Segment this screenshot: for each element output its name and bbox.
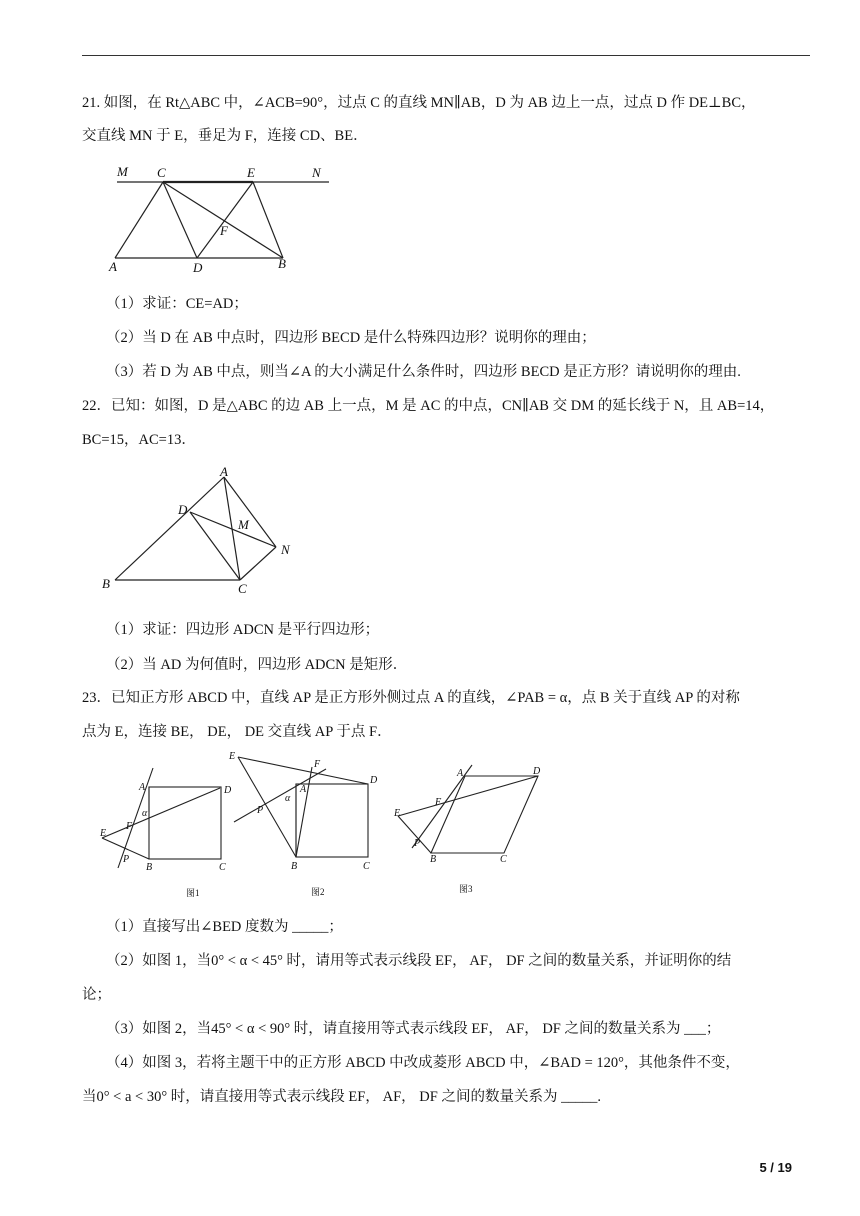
q23-f2-label-f: F xyxy=(314,759,321,770)
q22-stem-line1: 22．已知：如图，D 是△ABC 的边 AB 上一点，M 是 AC 的中点，CN∥AB 交 DM 的延长线于 N，且 AB=14， xyxy=(82,398,775,414)
q23-f1-label-c: C xyxy=(219,862,226,873)
q23-f3-label-a: A xyxy=(457,768,464,779)
q21-label-d: D xyxy=(193,260,203,275)
q23-part2-line1: （2）如图 1，当0° < α < 45° 时，请用等式表示线段 EF， AF， DF 之间的数量关系，并证明你的结 xyxy=(106,953,732,969)
q21-label-m: M xyxy=(117,164,128,179)
header-rule xyxy=(82,55,810,56)
q23-caption-1: 图1 xyxy=(186,888,200,898)
q23-f1-label-d: D xyxy=(224,785,232,796)
q23-part4-line2: 当0° < a < 30° 时，请直接用等式表示线段 EF， AF， DF 之间的数量关系为 _____. xyxy=(82,1089,601,1105)
q23-figure-2 xyxy=(226,747,376,905)
q21-label-e: E xyxy=(247,165,255,180)
q22-label-m: M xyxy=(238,517,249,532)
q23-stem-line1: 23．已知正方形 ABCD 中，直线 AP 是正方形外侧过点 A 的直线，∠PAB = α，点 B 关于直线 AP 的对称 xyxy=(82,690,740,706)
q23-caption-2: 图2 xyxy=(311,887,325,897)
q23-figure-1 xyxy=(96,750,236,905)
q23-f3-label-p: P xyxy=(414,838,421,849)
q23-part2-line2: 论； xyxy=(82,987,111,1003)
q22-label-n: N xyxy=(281,542,290,557)
q23-f3-label-b: B xyxy=(430,854,437,865)
q21-label-c: C xyxy=(157,165,166,180)
q23-f1-label-b: B xyxy=(146,862,153,873)
q23-f2-label-c: C xyxy=(363,861,370,872)
q23-f3-label-f: F xyxy=(435,797,442,808)
q23-f2-label-b: B xyxy=(291,861,298,872)
q22-part2: （2）当 AD 为何值时，四边形 ADCN 是矩形． xyxy=(106,657,408,673)
q21-label-n: N xyxy=(312,165,321,180)
q21-stem-line1: 21. 如图，在 Rt△ABC 中，∠ACB=90°，过点 C 的直线 MN∥AB，D 为 AB 边上一点，过点 D 作 DE⊥BC， xyxy=(82,95,756,111)
q23-f3-label-c: C xyxy=(500,854,507,865)
q21-label-b: B xyxy=(278,256,286,271)
q22-figure xyxy=(98,462,308,601)
q21-label-f: F xyxy=(220,223,228,238)
q23-f3-label-d: D xyxy=(533,766,541,777)
q22-part1: （1）求证：四边形 ADCN 是平行四边形； xyxy=(106,622,380,638)
q23-part1: （1）直接写出∠BED 度数为 _____； xyxy=(106,919,343,935)
q22-stem-line2: BC=15，AC=13． xyxy=(82,432,196,448)
q23-f1-label-p: P xyxy=(123,854,130,865)
q21-figure xyxy=(105,162,335,279)
q22-label-a: A xyxy=(220,464,228,479)
q21-stem-line2: 交直线 MN 于 E，垂足为 F，连接 CD、BE． xyxy=(82,128,368,144)
q23-stem-line2: 点为 E，连接 BE， DE， DE 交直线 AP 于点 F． xyxy=(82,724,392,740)
q23-f2-label-alpha: α xyxy=(285,793,291,804)
q23-f1-label-f: F xyxy=(126,821,133,832)
q23-part4-line1: （4）如图 3，若将主题干中的正方形 ABCD 中改成菱形 ABCD 中，∠BAD = 120°，其他条件不变， xyxy=(106,1055,740,1071)
q23-f1-label-a: A xyxy=(139,782,146,793)
q21-part2: （2）当 D 在 AB 中点时，四边形 BECD 是什么特殊四边形？说明你的理由； xyxy=(106,330,596,346)
q23-f1-label-alpha: α xyxy=(142,808,148,819)
q22-label-b: B xyxy=(102,576,110,591)
q23-part3: （3）如图 2，当45° < α < 90° 时，请直接用等式表示线段 EF， AF， DF 之间的数量关系为 ___； xyxy=(106,1021,721,1037)
q23-figure-3 xyxy=(390,760,550,905)
q23-f3-label-e: E xyxy=(394,808,401,819)
q23-f2-label-d: D xyxy=(370,775,378,786)
q21-part1: （1）求证：CE=AD； xyxy=(106,296,248,312)
q21-label-a: A xyxy=(109,259,117,274)
q23-f1-label-e: E xyxy=(100,828,107,839)
q23-f2-label-a: A xyxy=(300,784,307,795)
q23-f2-label-e: E xyxy=(229,751,236,762)
q23-caption-3: 图3 xyxy=(459,884,473,894)
page-number: 5 / 19 xyxy=(759,1160,792,1175)
q21-part3: （3）若 D 为 AB 中点，则当∠A 的大小满足什么条件时，四边形 BECD 是正方形？请说明你的理由. xyxy=(106,364,741,380)
q22-label-d: D xyxy=(178,502,188,517)
q23-f2-label-p: P xyxy=(257,805,264,816)
q22-label-c: C xyxy=(238,581,247,596)
